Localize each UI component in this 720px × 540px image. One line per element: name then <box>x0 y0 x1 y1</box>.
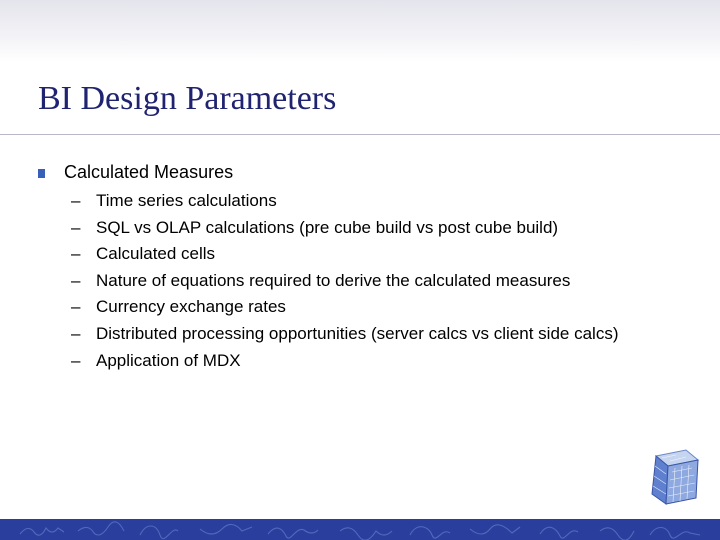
blue-cube-icon <box>642 446 706 510</box>
bullet-text: Calculated Measures <box>64 162 234 182</box>
dash-bullet-icon: – <box>71 270 81 290</box>
bullet-item <box>38 160 658 190</box>
sub-bullet-item <box>38 243 624 266</box>
slide-body <box>38 160 658 376</box>
sub-bullet-text: Calculated cells <box>96 244 216 264</box>
sub-bullet-text: Nature of equations required to derive the calculated measures <box>96 270 571 290</box>
sub-bullet-item <box>38 323 624 346</box>
dash-bullet-icon: – <box>71 217 81 237</box>
sub-bullet-text: Currency exchange rates <box>96 297 286 317</box>
sub-bullet-item <box>38 217 624 240</box>
title-divider <box>0 134 720 135</box>
handwriting-scribble-pattern <box>0 519 720 540</box>
square-bullet-icon <box>38 169 45 178</box>
sub-bullet-text: SQL vs OLAP calculations (pre cube build vs post cube build) <box>96 217 559 237</box>
footer-band <box>0 519 720 540</box>
sub-bullet-list <box>38 190 658 372</box>
dash-bullet-icon: – <box>71 191 81 210</box>
dash-bullet-icon: – <box>71 297 81 317</box>
header-background <box>0 0 720 62</box>
sub-bullet-text: Distributed processing opportunities (server calcs vs client side calcs) <box>96 323 619 343</box>
sub-bullet-item <box>38 270 624 293</box>
sub-bullet-item <box>38 296 624 319</box>
dash-bullet-icon: – <box>71 323 81 343</box>
sub-bullet-text: Time series calculations <box>96 191 277 210</box>
sub-bullet-text: Application of MDX <box>96 350 241 370</box>
slide-title: BI Design Parameters <box>38 80 337 117</box>
dash-bullet-icon: – <box>71 244 81 264</box>
dash-bullet-icon: – <box>71 350 81 370</box>
sub-bullet-item <box>38 190 624 213</box>
sub-bullet-item <box>38 350 624 373</box>
